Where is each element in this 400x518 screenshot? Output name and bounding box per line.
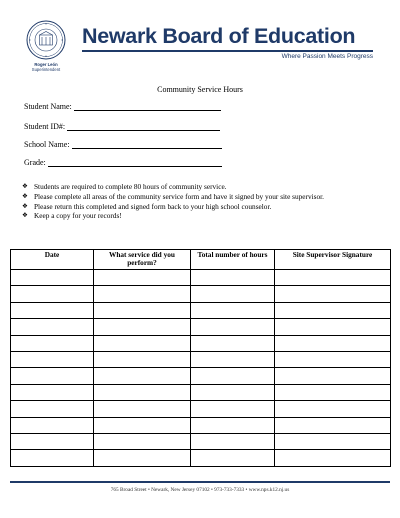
table-cell-service[interactable]: [94, 319, 191, 335]
table-cell-service[interactable]: [94, 335, 191, 351]
student-name-input-line[interactable]: [74, 103, 221, 111]
table-cell-hours[interactable]: [191, 433, 275, 449]
student-id-input-line[interactable]: [67, 123, 220, 131]
student-name-field[interactable]: [24, 102, 221, 111]
district-seal-icon: [26, 20, 66, 60]
table-row: [11, 401, 391, 417]
table-cell-service[interactable]: [94, 351, 191, 367]
table-cell-service[interactable]: [94, 286, 191, 302]
table-row: [11, 286, 391, 302]
table-cell-date[interactable]: [11, 270, 94, 286]
table-cell-hours[interactable]: [191, 270, 275, 286]
student-id-field[interactable]: [24, 122, 220, 131]
table-row: [11, 335, 391, 351]
table-cell-hours[interactable]: [191, 368, 275, 384]
superintendent-name: Roger León: [34, 62, 58, 67]
column-header-hours: Total number of hours: [191, 250, 275, 270]
footer-rule: [10, 481, 390, 483]
table-row: [11, 302, 391, 318]
header-rule: [82, 50, 373, 52]
table-row: [11, 351, 391, 367]
table-row: [11, 368, 391, 384]
table-cell-signature[interactable]: [275, 417, 391, 433]
table-cell-signature[interactable]: [275, 286, 391, 302]
table-cell-date[interactable]: [11, 417, 94, 433]
table-cell-hours[interactable]: [191, 302, 275, 318]
table-cell-service[interactable]: [94, 433, 191, 449]
table-cell-service[interactable]: [94, 417, 191, 433]
table-cell-service[interactable]: [94, 450, 191, 466]
table-cell-hours[interactable]: [191, 335, 275, 351]
table-cell-date[interactable]: [11, 433, 94, 449]
instructions-list: [22, 182, 342, 221]
grade-field[interactable]: [24, 158, 222, 167]
table-cell-service[interactable]: [94, 302, 191, 318]
field-label: Grade:: [24, 158, 46, 167]
table-cell-signature[interactable]: [275, 450, 391, 466]
table-cell-service[interactable]: [94, 401, 191, 417]
footer-address: 765 Broad Street • Newark, New Jersey 07102 • 973-733-7333 • www.nps.k12.nj.us: [110, 487, 290, 493]
school-name-field[interactable]: [24, 140, 222, 149]
table-cell-service[interactable]: [94, 270, 191, 286]
organization-tagline: Where Passion Meets Progress: [281, 53, 373, 60]
table-cell-signature[interactable]: [275, 270, 391, 286]
diamond-bullet-icon: ❖: [22, 201, 28, 210]
table-cell-hours[interactable]: [191, 384, 275, 400]
table-cell-date[interactable]: [11, 384, 94, 400]
table-cell-signature[interactable]: [275, 302, 391, 318]
table-cell-signature[interactable]: [275, 351, 391, 367]
column-header-signature: Site Supervisor Signature: [275, 250, 391, 270]
table-cell-hours[interactable]: [191, 286, 275, 302]
superintendent-title: Superintendent: [31, 67, 61, 72]
service-log-table: [10, 249, 391, 467]
table-cell-date[interactable]: [11, 319, 94, 335]
list-item: ❖ Students are required to complete 80 hours of community service.: [22, 182, 227, 191]
table-cell-hours[interactable]: [191, 401, 275, 417]
letterhead: [0, 0, 400, 82]
table-row: [11, 270, 391, 286]
table-row: [11, 319, 391, 335]
field-label: Student Name:: [24, 102, 72, 111]
table-cell-date[interactable]: [11, 335, 94, 351]
table-cell-signature[interactable]: [275, 384, 391, 400]
table-row: [11, 384, 391, 400]
table-cell-signature[interactable]: [275, 368, 391, 384]
table-cell-date[interactable]: [11, 351, 94, 367]
form-title: Community Service Hours: [157, 85, 243, 94]
school-name-input-line[interactable]: [72, 141, 222, 149]
table-header-row: [11, 250, 391, 270]
table-cell-service[interactable]: [94, 368, 191, 384]
list-item: ❖ Please complete all areas of the community service form and have it signed by your site supervisor.: [22, 191, 324, 201]
organization-name: Newark Board of Education: [82, 24, 356, 48]
column-header-service: What service did you perform?: [94, 250, 191, 270]
table-cell-hours[interactable]: [191, 450, 275, 466]
diamond-bullet-icon: ❖: [22, 211, 28, 220]
grade-input-line[interactable]: [48, 159, 222, 167]
table-cell-signature[interactable]: [275, 319, 391, 335]
diamond-bullet-icon: ❖: [22, 191, 28, 200]
field-label: School Name:: [24, 140, 70, 149]
table-cell-hours[interactable]: [191, 417, 275, 433]
table-cell-hours[interactable]: [191, 351, 275, 367]
table-cell-date[interactable]: [11, 401, 94, 417]
field-label: Student ID#:: [24, 122, 66, 131]
table-cell-date[interactable]: [11, 450, 94, 466]
list-item: ❖ Please return this completed and signed form back to your high school counselor.: [22, 201, 272, 211]
table-cell-signature[interactable]: [275, 335, 391, 351]
column-header-date: Date: [11, 250, 94, 270]
table-cell-signature[interactable]: [275, 401, 391, 417]
table-row: [11, 433, 391, 449]
table-cell-signature[interactable]: [275, 433, 391, 449]
table-cell-hours[interactable]: [191, 319, 275, 335]
diamond-bullet-icon: ❖: [22, 182, 28, 190]
table-cell-date[interactable]: [11, 302, 94, 318]
table-row: [11, 417, 391, 433]
table-row: [11, 450, 391, 466]
table-cell-date[interactable]: [11, 368, 94, 384]
table-cell-date[interactable]: [11, 286, 94, 302]
list-item: ❖ Keep a copy for your records!: [22, 211, 122, 221]
table-cell-service[interactable]: [94, 384, 191, 400]
